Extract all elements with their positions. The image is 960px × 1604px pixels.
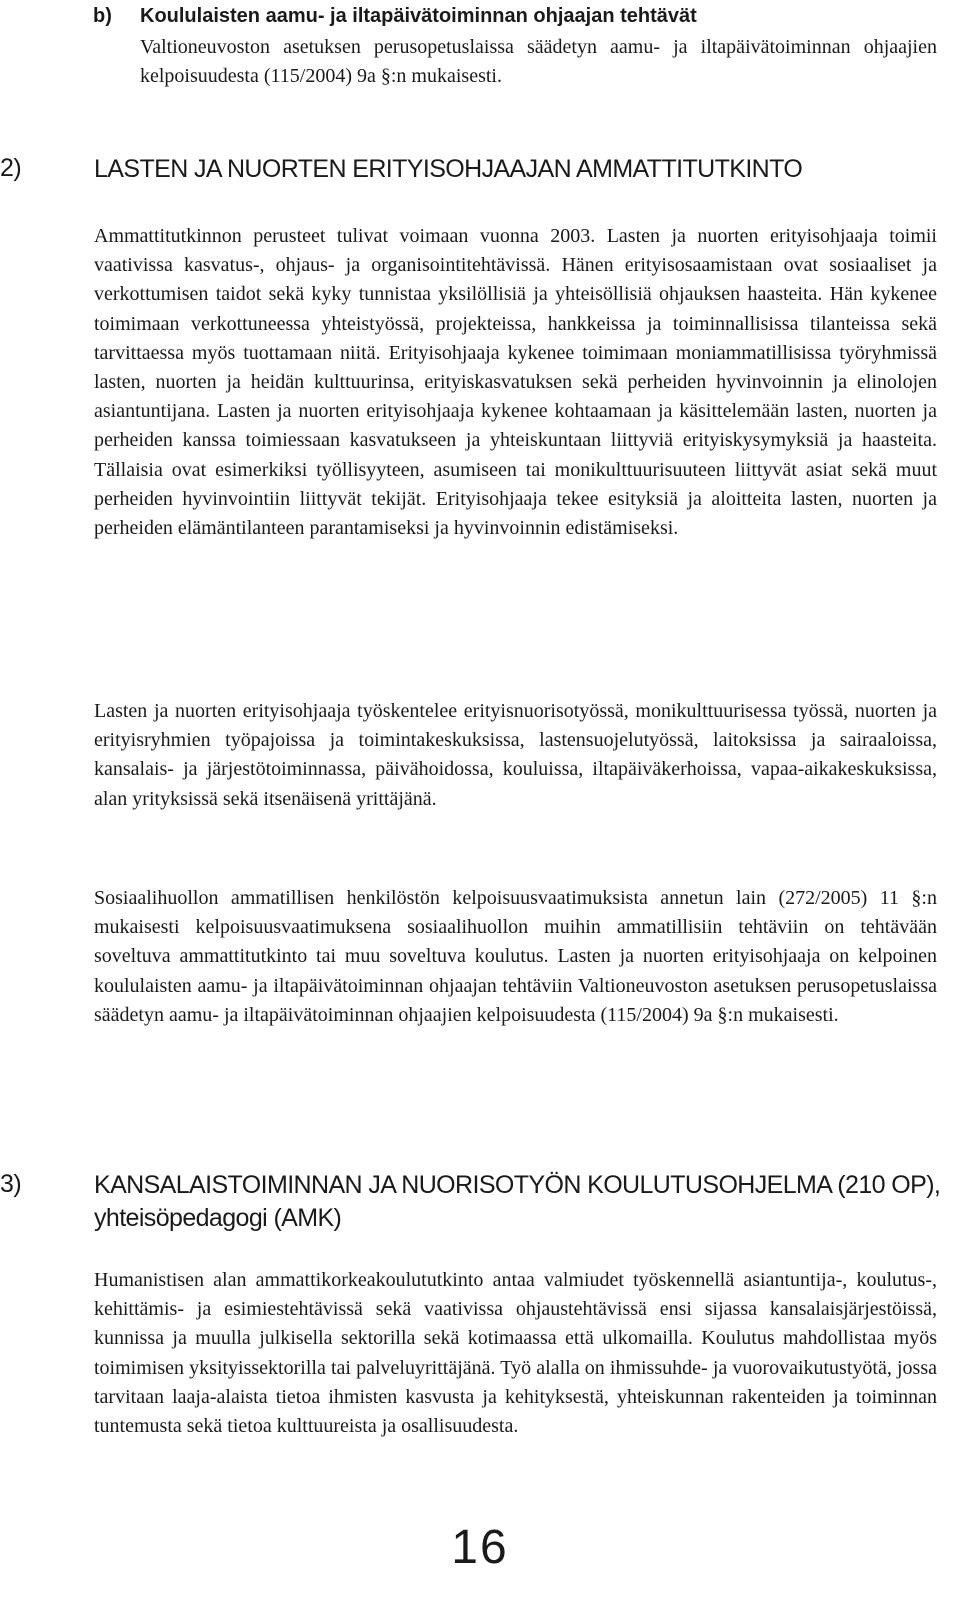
section-3-title-line-2: yhteisöpedagogi (AMK)	[94, 1204, 342, 1232]
section-2-paragraph-3: Sosiaalihuollon ammatillisen henkilöstön kelpoisuusvaatimuksista annetun lain (272/2005) 11 §:n mukaisesti kelpoisuusvaatimuksena sosiaalihuollon muihin ammatillisiin tehtäviin on tehtävään soveltuva ammattitutkinto tai muu soveltuva koulutus. Lasten ja nuorten erityisohjaaja on kelpoinen koululaisten aamu- ja iltapäivätoiminnan ohjaajan tehtäviin Valtioneuvoston asetuksen perusopetuslaissa säädetyn aamu- ja iltapäivätoiminnan ohjaajien kelpoisuudesta (115/2004) 9a §:n mukaisesti.	[94, 887, 937, 1026]
section-2-paragraph-2: Lasten ja nuorten erityisohjaaja työskentelee erityisnuorisotyössä, monikulttuurisessa työssä, nuorten ja erityisryhmien työpajoissa ja toimintakeskuksissa, lastensuojelutyössä, laitoksissa ja sairaaloissa, kansalais- ja järjestötoiminnassa, päivähoidossa, kouluissa, iltapäiväkerhoissa, vapaa-aikakeskuksissa, alan yrityksissä sekä itsenäisenä yrittäjänä.	[94, 700, 937, 810]
page-number: 16	[451, 1521, 509, 1574]
section-3-paragraph-1: Humanistisen alan ammattikorkeakoulututkinto antaa valmiudet työskennellä asiantuntija-, koulutus-, kehittämis- ja esimiestehtävissä sekä vaativissa ohjaustehtävissä ensi sijassa kansalaisjärjestöissä, kunnissa ja muulla julkisella sektorilla sekä kotimaassa että ulkomailla. Koulutus mahdollistaa myös toimimisen yksityissektorilla tai palveluyrittäjänä. Työ alalla on ihmissuhde- ja vuorovaikutustyötä, jossa tarvitaan laaja-alaista tietoa ihmisten kasvusta ja kehityksestä, yhteiskunnan rakenteiden ja toiminnan tuntemusta sekä tietoa kulttuureista ja osallisuudesta.	[94, 1269, 937, 1438]
section-3-number: 3)	[0, 1170, 22, 1198]
section-2-paragraph-1: Ammattitutkinnon perusteet tulivat voimaan vuonna 2003. Lasten ja nuorten erityisohjaaja toimii vaativissa kasvatus-, ohjaus- ja organisointitehtävissä. Hänen erityisosaamistaan ovat sosiaaliset ja verkottumisen taidot sekä kyky tunnistaa yksilöllisiä ja yhteisöllisiä ohjauksen haasteita. Hän kykenee toimimaan verkottuneessa yhteistyössä, projekteissa, hankkeissa ja toiminnallisissa tilanteissa sekä tarvittaessa myös tuottamaan niitä. Erityisohjaaja kykenee toimimaan moniammatillisissa työryhmissä lasten, nuorten ja heidän kulttuurinsa, erityiskasvatuksen sekä perheiden hyvinvoinnin ja elinolojen asiantuntijana. Lasten ja nuorten erityisohjaaja kykenee kohtaamaan ja käsittelemään lasten, nuorten ja perheiden kanssa toimiessaan kasvatukseen ja yhteiskuntaan liittyviä erityiskysymyksiä ja haasteita. Tällaisia ovat esimerkiksi työllisyyteen, asumiseen tai monikulttuurisuuteen liittyvät asiat sekä muut perheiden hyvinvointiin liittyvät tekijät. Erityisohjaaja tekee esityksiä ja aloitteita lasten, nuorten ja perheiden elämäntilanteen parantamiseksi ja hyvinvoinnin edistämiseksi.	[94, 225, 937, 540]
section-2-title: LASTEN JA NUORTEN ERITYISOHJAAJAN AMMATTITUTKINTO	[94, 155, 803, 183]
section-2-number: 2)	[0, 154, 22, 182]
section-3-title-line-1: KANSALAISTOIMINNAN JA NUORISOTYÖN KOULUTUSOHJELMA (210 OP),	[94, 1171, 941, 1199]
section-b-text: Valtioneuvoston asetuksen perusopetuslaissa säädetyn aamu- ja iltapäivätoiminnan ohjaajien kelpoisuudesta (115/2004) 9a §:n mukaisesti.	[140, 36, 937, 88]
section-b-marker: b)	[93, 5, 112, 27]
section-b-title: Koululaisten aamu- ja iltapäivätoiminnan ohjaajan tehtävät	[140, 5, 697, 27]
